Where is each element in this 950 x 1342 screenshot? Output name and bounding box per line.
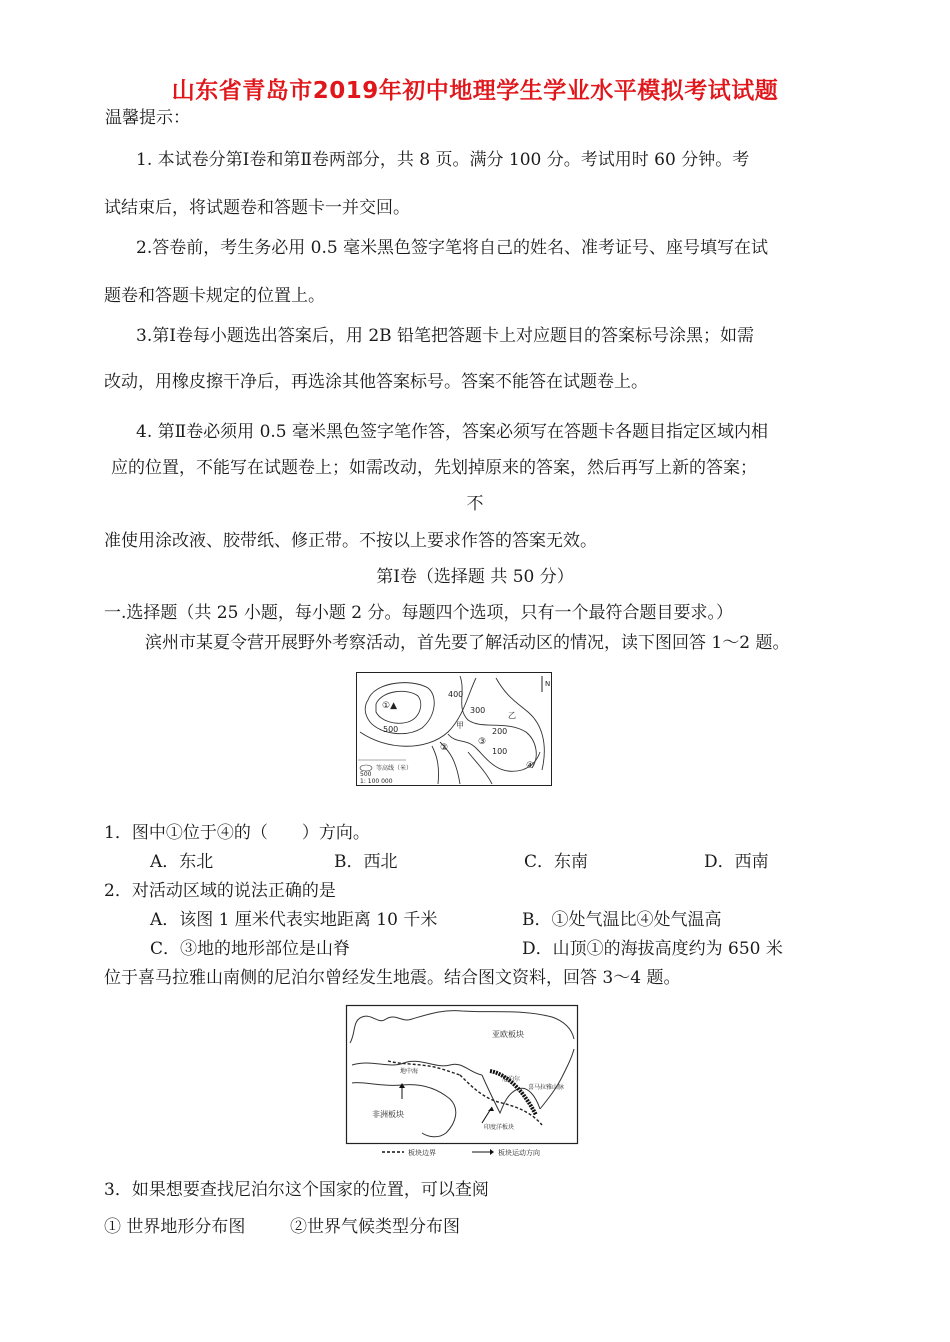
page-title: 山东省青岛市2019年初中地理学生学业水平模拟考试试题 — [171, 78, 779, 104]
q2-option-a: A．该图 1 厘米代表实地距离 10 千米 — [150, 910, 438, 930]
map-scale: 1: 100 000 — [360, 778, 393, 785]
notice-3-line-1: 3.第Ⅰ卷每小题选出答案后，用 2B 铅笔把答题卡上对应题目的答案标号涂黑；如需 — [136, 326, 755, 346]
q2-stem: 2．对活动区域的说法正确的是 — [104, 881, 336, 901]
q1-stem: 1．图中①位于④的（ ）方向。 — [104, 823, 370, 843]
legend-motion-label: 板块运动方向 — [498, 1149, 540, 1157]
contour-label-300: 300 — [470, 706, 486, 715]
point-1-peak: ①▲ — [382, 701, 397, 711]
point-yi: 乙 — [508, 711, 516, 720]
q1-option-a: A．东北 — [150, 852, 214, 872]
north-label: N — [545, 680, 551, 688]
label-nepal: 尼泊尔 — [502, 1076, 521, 1083]
intro-q3-q4: 位于喜马拉雅山南侧的尼泊尔曾经发生地震。结合图文资料，回答 3～4 题。 — [104, 968, 681, 988]
legend-boundary-label: 板块边界 — [408, 1149, 436, 1157]
q1-option-c: C．东南 — [524, 852, 589, 872]
point-3: ③ — [478, 737, 487, 747]
q2-option-b: B．①处气温比④处气温高 — [522, 910, 722, 930]
map-frame — [347, 1006, 578, 1144]
contour-label-400: 400 — [448, 690, 464, 699]
plate-map-figure — [342, 1003, 582, 1159]
notice-1-line-1: 1. 本试卷分第Ⅰ卷和第Ⅱ卷两部分，共 8 页。满分 100 分。考试用时 60 分钟。考 — [136, 150, 750, 170]
q3-option-1: ① 世界地形分布图 — [104, 1217, 246, 1237]
label-indian-plate: 印度洋板块 — [484, 1124, 515, 1131]
q1-option-d: D．西南 — [704, 852, 769, 872]
contour-label-500: 500 — [383, 725, 399, 734]
q2-option-d: D．山顶①的海拔高度约为 650 米 — [522, 939, 783, 959]
q3-option-2: ②世界气候类型分布图 — [290, 1217, 460, 1237]
notice-heading: 温馨提示： — [105, 108, 190, 128]
legend-contour-label: 等高线（米） — [376, 765, 413, 772]
contour-map-figure — [356, 672, 552, 786]
legend-motion-arrowhead — [490, 1149, 494, 1155]
intro-q1-q2: 滨州市某夏令营开展野外考察活动，首先要了解活动区的情况，读下图回答 1～2 题。 — [145, 633, 790, 653]
q1-option-b: B．西北 — [334, 852, 398, 872]
point-4: ④ — [526, 761, 535, 771]
notice-2-line-2: 题卷和答题卡规定的位置上。 — [104, 286, 325, 306]
notice-3-line-2: 改动，用橡皮擦干净后，再选涂其他答案标号。答案不能答在试题卷上。 — [104, 372, 648, 392]
contour-label-100: 100 — [492, 747, 508, 756]
label-mediterranean: 地中海 — [400, 1068, 419, 1075]
contour-label-200: 200 — [492, 727, 508, 736]
notice-4-line-1: 4. 第Ⅱ卷必须用 0.5 毫米黑色签字笔作答，答案必须写在答题卡各题目指定区域内相 — [136, 422, 769, 442]
notice-2-line-1: 2.答卷前，考生务必用 0.5 毫米黑色签字笔将自己的姓名、准考证号、座号填写在试 — [136, 238, 769, 258]
legend-contour-value: 500 — [360, 771, 372, 778]
label-eurasian-plate: 亚欧板块 — [492, 1030, 524, 1039]
q3-stem: 3．如果想要查找尼泊尔这个国家的位置，可以查阅 — [104, 1180, 489, 1200]
notice-4-line-3: 不 — [466, 494, 484, 514]
section-title: 第Ⅰ卷（选择题 共 50 分） — [376, 567, 574, 587]
label-himalaya: 喜马拉雅山脉 — [528, 1084, 565, 1091]
label-african-plate: 非洲板块 — [372, 1110, 404, 1119]
section-instruction: 一.选择题（共 25 小题，每小题 2 分。每题四个选项，只有一个最符合题目要求。） — [104, 603, 733, 623]
point-jia: 甲 — [456, 721, 464, 730]
q2-option-c: C．③地的地形部位是山脊 — [150, 939, 351, 959]
notice-4-line-2: 应的位置，不能写在试题卷上；如需改动，先划掉原来的答案，然后再写上新的答案； — [111, 458, 757, 478]
notice-1-line-2: 试结束后，将试题卷和答题卡一并交回。 — [104, 198, 410, 218]
point-2: ② — [440, 743, 449, 753]
notice-4-line-4: 准使用涂改液、胶带纸、修正带。不按以上要求作答的答案无效。 — [104, 531, 597, 551]
